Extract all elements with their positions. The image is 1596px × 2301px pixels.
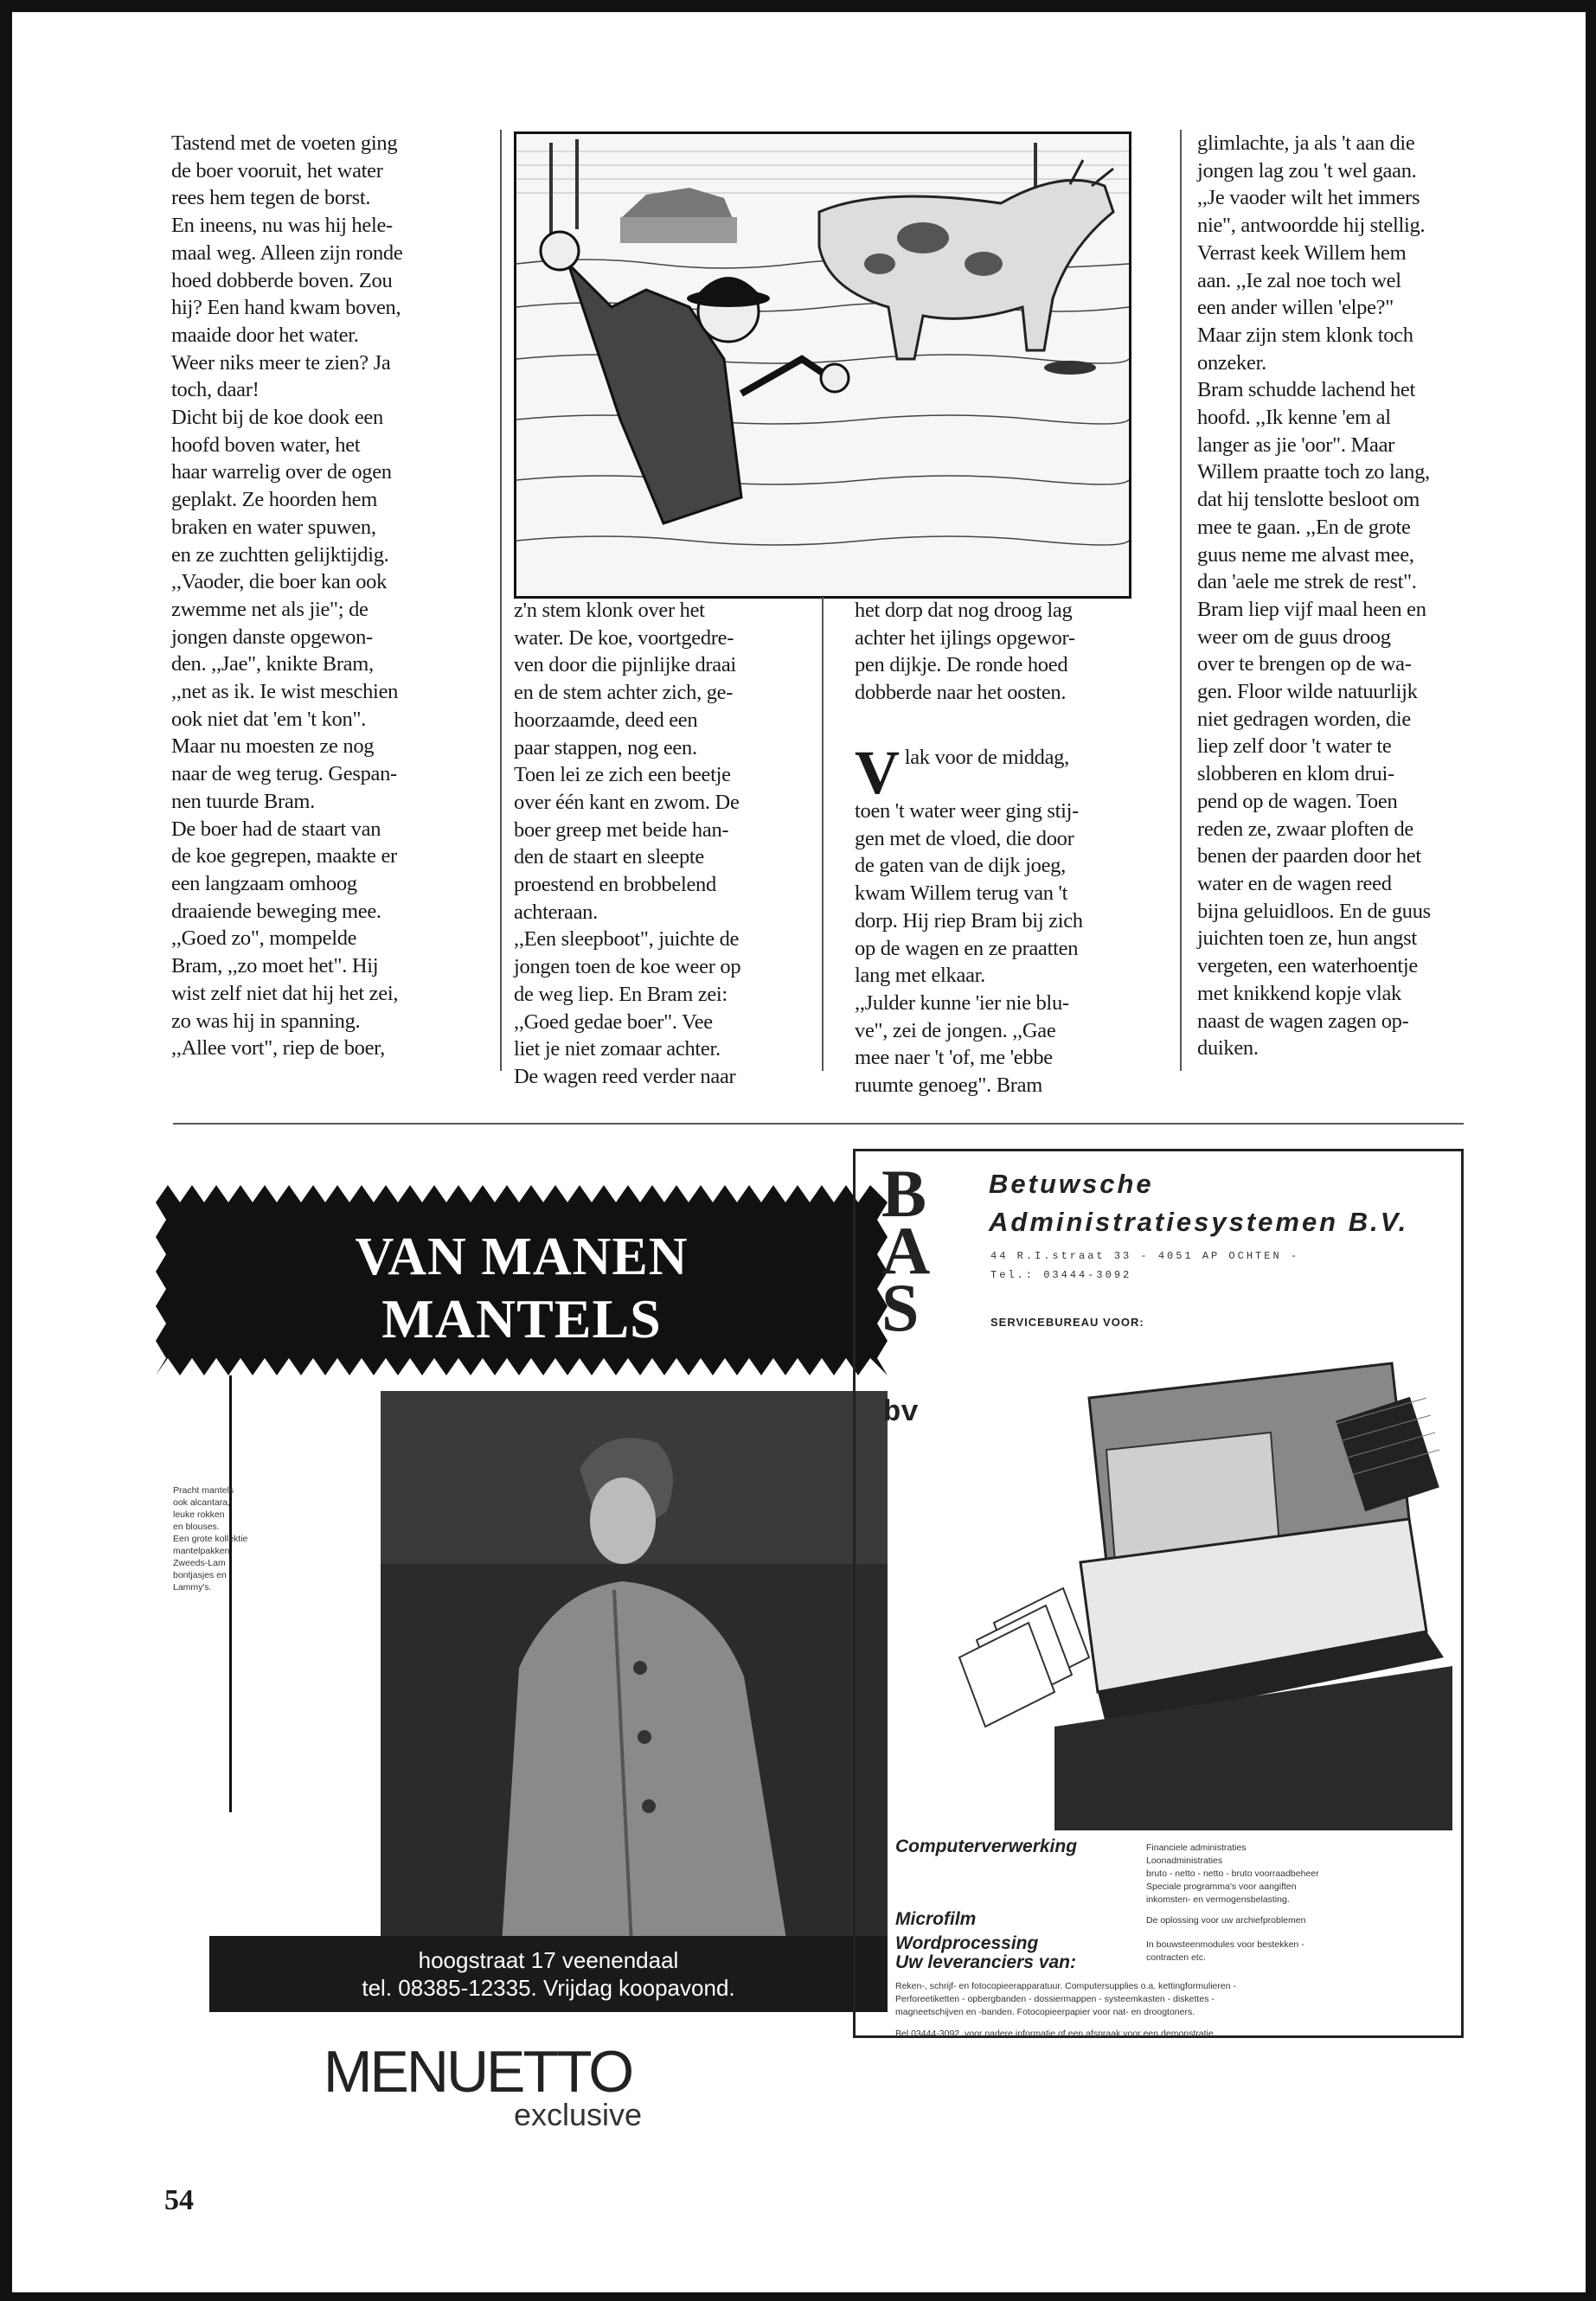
text-line: ook alcantara,	[173, 1497, 230, 1508]
text-line: bontjasjes en	[173, 1570, 227, 1580]
text-line: Perforeetiketten - opbergbanden - dossiermappen - systeemkasten - diskettes -	[895, 1994, 1215, 2004]
text-line: ,,net as ik. Ie wist meschien	[171, 680, 399, 704]
text-line: water. De koe, voortgedre-	[514, 625, 734, 650]
text-line: Speciale programma's voor aangiften	[1146, 1881, 1297, 1892]
text-line: ,,Allee vort", riep de boer,	[171, 1036, 385, 1061]
bas-name-line-1: Betuwsche	[989, 1169, 1154, 1199]
text-line: In bouwsteenmodules voor bestekken -	[1146, 1939, 1304, 1950]
text-line: Dicht bij de koe dook een	[171, 406, 383, 430]
text-line: achter het ijlings opgewor-	[855, 625, 1075, 650]
text-line: ook niet dat 'em 't kon".	[171, 707, 366, 731]
text-line: benen der paarden door het	[1197, 844, 1421, 868]
van-manen-side-text	[173, 1484, 346, 1593]
text-line: pen dijkje. De ronde hoed	[855, 653, 1068, 677]
text-line: rees hem tegen de borst.	[171, 186, 371, 210]
text-line: liet je niet zomaar achter.	[514, 1037, 721, 1061]
text-line: proestend en brobbelend	[514, 873, 716, 897]
text-line: den. ,,Jae", knikte Bram,	[171, 652, 374, 676]
text-line: jongen danste opgewon-	[171, 625, 373, 649]
text-line: Bram, ,,zo moet het". Hij	[171, 954, 379, 978]
text-line: Toen lei ze zich een beetje	[514, 763, 731, 787]
text-line: De oplossing voor uw archiefproblemen	[1146, 1915, 1306, 1926]
text-line: jongen lag zou 't wel gaan.	[1197, 158, 1417, 183]
text-line: over te brengen op de wa-	[1197, 652, 1412, 676]
van-manen-title-2: MANTELS	[381, 1288, 662, 1349]
bas-name-line-2: Administratiesystemen B.V.	[989, 1207, 1409, 1237]
bas-footer: Bel 03444-3092, voor nadere informatie of een afspraak voor een demonstratie.	[895, 2029, 1216, 2039]
text-line: ,,Vaoder, die boer kan ook	[171, 570, 388, 594]
text-line: Lammy's.	[173, 1582, 212, 1593]
text-line: slobberen en klom drui-	[1197, 762, 1394, 786]
text-line: naar de weg terug. Gespan-	[171, 762, 397, 786]
text-line: z'n stem klonk over het	[514, 599, 705, 622]
bas-letter-b: B	[881, 1156, 927, 1231]
text-line: Willem praatte toch zo lang,	[1197, 460, 1430, 484]
text-line: boer greep met beide han-	[514, 817, 729, 842]
story-column-3b	[855, 738, 1149, 1099]
text-line: Bram schudde lachend het	[1197, 378, 1416, 402]
text-line: magneetschijven en -banden. Fotocopieerpapier voor nat- en droogtoners.	[895, 2007, 1195, 2017]
text-line: ven door die pijnlijke draai	[514, 653, 736, 677]
text-line: ,,Je vaoder wilt het immers	[1197, 186, 1420, 210]
text-line: duiken.	[1197, 1036, 1259, 1061]
text-line: De boer had de staart van	[171, 817, 381, 841]
text-line: de boer vooruit, het water	[171, 158, 383, 183]
text-line: Financiele administraties	[1146, 1843, 1247, 1853]
service-microfilm: Microfilm	[895, 1909, 977, 1929]
van-manen-address: hoogstraat 17 veenendaal	[418, 1947, 679, 1973]
text-line: de gaten van de dijk joeg,	[855, 854, 1066, 878]
text-line: ,,Goed gedae boer". Vee	[514, 1009, 713, 1034]
text-line: inkomsten- en vermogensbelasting.	[1146, 1894, 1290, 1905]
text-line: hoed dobberde boven. Zou	[171, 268, 393, 292]
van-manen-vertical-line	[229, 1375, 232, 1812]
text-line: Zweeds-Lam	[173, 1558, 226, 1568]
menuetto-brand: MENUETTO	[323, 2039, 632, 2105]
text-line: toen 't water weer ging stij-	[855, 799, 1080, 823]
text-line: liep zelf door 't water te	[1197, 734, 1392, 759]
story-column-2	[514, 597, 808, 1091]
text-line: gen met de vloed, die door	[855, 826, 1074, 850]
scan-border-top	[0, 0, 1596, 12]
text-line: toch, daar!	[171, 378, 260, 402]
text-line: bijna geluidloos. En de guus	[1197, 899, 1431, 923]
text-line: paar stappen, nog een.	[514, 735, 697, 760]
text-line: Verrast keek Willem hem	[1197, 240, 1407, 265]
text-line: en blouses.	[173, 1522, 220, 1532]
story-column-4	[1197, 130, 1500, 1062]
text-line: kwam Willem terug van 't	[855, 881, 1068, 906]
service-computerverwerking-details	[1146, 1842, 1319, 1907]
text-line: langer as jie 'oor". Maar	[1197, 433, 1395, 457]
text-line: ruumte genoeg". Bram	[855, 1074, 1042, 1098]
text-line: mee naer 't 'of, me 'ebbe	[855, 1046, 1053, 1070]
text-line: de weg liep. En Bram zei:	[514, 982, 727, 1006]
text-line: ,,Een sleepboot", juichte de	[514, 927, 740, 952]
text-line: water en de wagen reed	[1197, 871, 1392, 895]
text-line: Bram liep vijf maal heen en	[1197, 597, 1426, 621]
text-line: dat hij tenslotte besloot om	[1197, 488, 1420, 512]
story-column-3b-lines	[855, 798, 1149, 1099]
van-manen-address-bar	[209, 1936, 888, 2012]
text-line: den de staart en sleepte	[514, 845, 704, 869]
text-line: bruto - netto - netto - bruto voorraadbeheer	[1146, 1868, 1319, 1879]
text-line: nie", antwoordde hij stellig.	[1197, 214, 1426, 238]
illustration-flood-cow	[514, 131, 1131, 599]
text-line: geplakt. Ze hoorden hem	[171, 488, 378, 512]
text-line: nen tuurde Bram.	[171, 789, 315, 813]
bas-ad	[853, 1149, 1464, 2038]
text-line: zo was hij in spanning.	[171, 1009, 361, 1033]
text-line: op de wagen en ze praatten	[855, 936, 1079, 960]
text-line: glimlachte, ja als 't aan die	[1197, 131, 1415, 155]
text-line: Loonadministraties	[1146, 1856, 1223, 1866]
van-manen-ad	[156, 1176, 888, 2041]
text-line: lang met elkaar.	[855, 964, 985, 988]
text-line: hoorzaamde, deed een	[514, 708, 698, 732]
bas-address: 44 R.I.straat 33 - 4051 AP OCHTEN -	[990, 1250, 1300, 1262]
text-line: met knikkend kopje vlak	[1197, 981, 1402, 1005]
text-line: hoofd. ,,Ik kenne 'em al	[1197, 406, 1391, 430]
text-line: maaide door het water.	[171, 323, 359, 347]
column-rule-1	[500, 130, 502, 1071]
text-line: en ze zuchtten gelijktijdig.	[171, 542, 389, 567]
text-line: hoofd boven water, het	[171, 433, 361, 457]
text-line: maal weg. Alleen zijn ronde	[171, 240, 403, 265]
story-column-3a	[855, 597, 1149, 707]
column-rule-2	[822, 597, 824, 1071]
section-divider	[173, 1123, 1464, 1125]
text-line: niet gedragen worden, die	[1197, 707, 1411, 731]
text-line: naast de wagen zagen op-	[1197, 1009, 1409, 1033]
text-line: dorp. Hij riep Bram bij zich	[855, 908, 1083, 933]
text-line: braken en water spuwen,	[171, 515, 376, 539]
woman-in-coat-photo	[381, 1391, 888, 1945]
dropcap-first-line: lak voor de middag,	[904, 746, 1069, 769]
text-line: over één kant en zwom. De	[514, 790, 740, 814]
menuetto-sub: exclusive	[513, 2097, 642, 2132]
dropcap: V	[855, 738, 900, 807]
text-line: een langzaam omhoog	[171, 871, 357, 895]
suppliers-text	[895, 1980, 1440, 2019]
text-line: ,,Julder kunne 'ier nie blu-	[855, 990, 1069, 1015]
text-line: Reken-, schrijf- en fotocopieerapparatuur. Computersupplies o.a. kettingformulieren -	[895, 1981, 1236, 1991]
text-line: pend op de wagen. Toen	[1197, 789, 1398, 813]
text-line: Weer niks meer te zien? Ja	[171, 350, 391, 375]
text-line: de koe gegrepen, maakte er	[171, 844, 397, 868]
text-line: en de stem achter zich, ge-	[514, 681, 734, 705]
text-line: mantelpakken.	[173, 1546, 233, 1556]
text-line: dan 'aele me strek de rest".	[1197, 570, 1417, 594]
text-line: achteraan.	[514, 900, 598, 924]
text-line: aan. ,,Ie zal noe toch wel	[1197, 268, 1401, 292]
text-line: vergeten, een waterhoentje	[1197, 954, 1418, 978]
bas-letter-s: S	[881, 1270, 920, 1345]
text-line: ,,Goed zo", mompelde	[171, 926, 357, 951]
text-line: wist zelf niet dat hij het zei,	[171, 981, 399, 1005]
text-line: dobberde naar het oosten.	[855, 681, 1067, 705]
text-line: Maar zijn stem klonk toch	[1197, 323, 1413, 347]
text-line: contracten etc.	[1146, 1952, 1206, 1963]
text-line: En ineens, nu was hij hele-	[171, 214, 393, 238]
service-microfilm-details	[1146, 1914, 1305, 1927]
story-column-1	[171, 130, 483, 1062]
text-line: onzeker.	[1197, 350, 1266, 375]
text-line: draaiende beweging mee.	[171, 899, 381, 923]
text-line: hij? Een hand kwam boven,	[171, 296, 401, 320]
bas-letters	[881, 1156, 931, 1345]
van-manen-title-1: VAN MANEN	[355, 1227, 689, 1286]
text-line: De wagen reed verder naar	[514, 1064, 736, 1088]
bas-bv: bv	[883, 1397, 919, 1430]
text-line: Maar nu moesten ze nog	[171, 734, 375, 759]
text-line: het dorp dat nog droog lag	[855, 599, 1073, 622]
text-line: guus neme me alvast mee,	[1197, 542, 1414, 567]
text-line: jongen toen de koe weer op	[514, 955, 741, 979]
menuetto-logo	[304, 2041, 651, 2133]
suppliers-heading: Uw leveranciers van:	[895, 1952, 1076, 1972]
text-line: Tastend met de voeten ging	[171, 131, 398, 155]
bas-phone: Tel.: 03444-3092	[990, 1269, 1132, 1281]
bas-service-heading: SERVICEBUREAU VOOR:	[990, 1316, 1144, 1329]
bas-company-name	[989, 1165, 1408, 1241]
text-line: mee te gaan. ,,En de grote	[1197, 515, 1411, 539]
scan-border-bottom	[0, 2292, 1596, 2301]
text-line: haar warrelig over de ogen	[171, 460, 392, 484]
service-wordprocessing: Wordprocessing	[895, 1933, 1039, 1953]
service-wordprocessing-details	[1146, 1939, 1304, 1965]
text-line: gen. Floor wilde natuurlijk	[1197, 680, 1418, 704]
scan-border-right	[1586, 0, 1596, 2301]
bas-letter-a: A	[881, 1213, 931, 1288]
computer-equipment-photo	[942, 1346, 1452, 1830]
text-line: reden ze, zwaar ploften de	[1197, 817, 1413, 841]
text-line: juichten toen ze, hun angst	[1197, 926, 1417, 951]
text-line: Pracht mantels	[173, 1485, 234, 1496]
column-rule-3	[1180, 130, 1182, 1071]
bas-address-block	[990, 1247, 1299, 1285]
text-line: een ander willen 'elpe?"	[1197, 296, 1394, 320]
text-line: ve", zei de jongen. ,,Gae	[855, 1018, 1056, 1042]
text-line: zwemme net als jie"; de	[171, 597, 369, 621]
text-line: weer om de guus droog	[1197, 625, 1391, 649]
scan-border-left	[0, 0, 12, 2301]
dropcap-paragraph	[855, 738, 1149, 807]
van-manen-phone: tel. 08385-12335. Vrijdag koopavond.	[362, 1975, 735, 2001]
page-number: 54	[164, 2184, 194, 2216]
service-computerverwerking: Computerverwerking	[895, 1836, 1078, 1856]
text-line: leuke rokken	[173, 1509, 225, 1520]
text-line: Een grote kollektie	[173, 1534, 248, 1544]
